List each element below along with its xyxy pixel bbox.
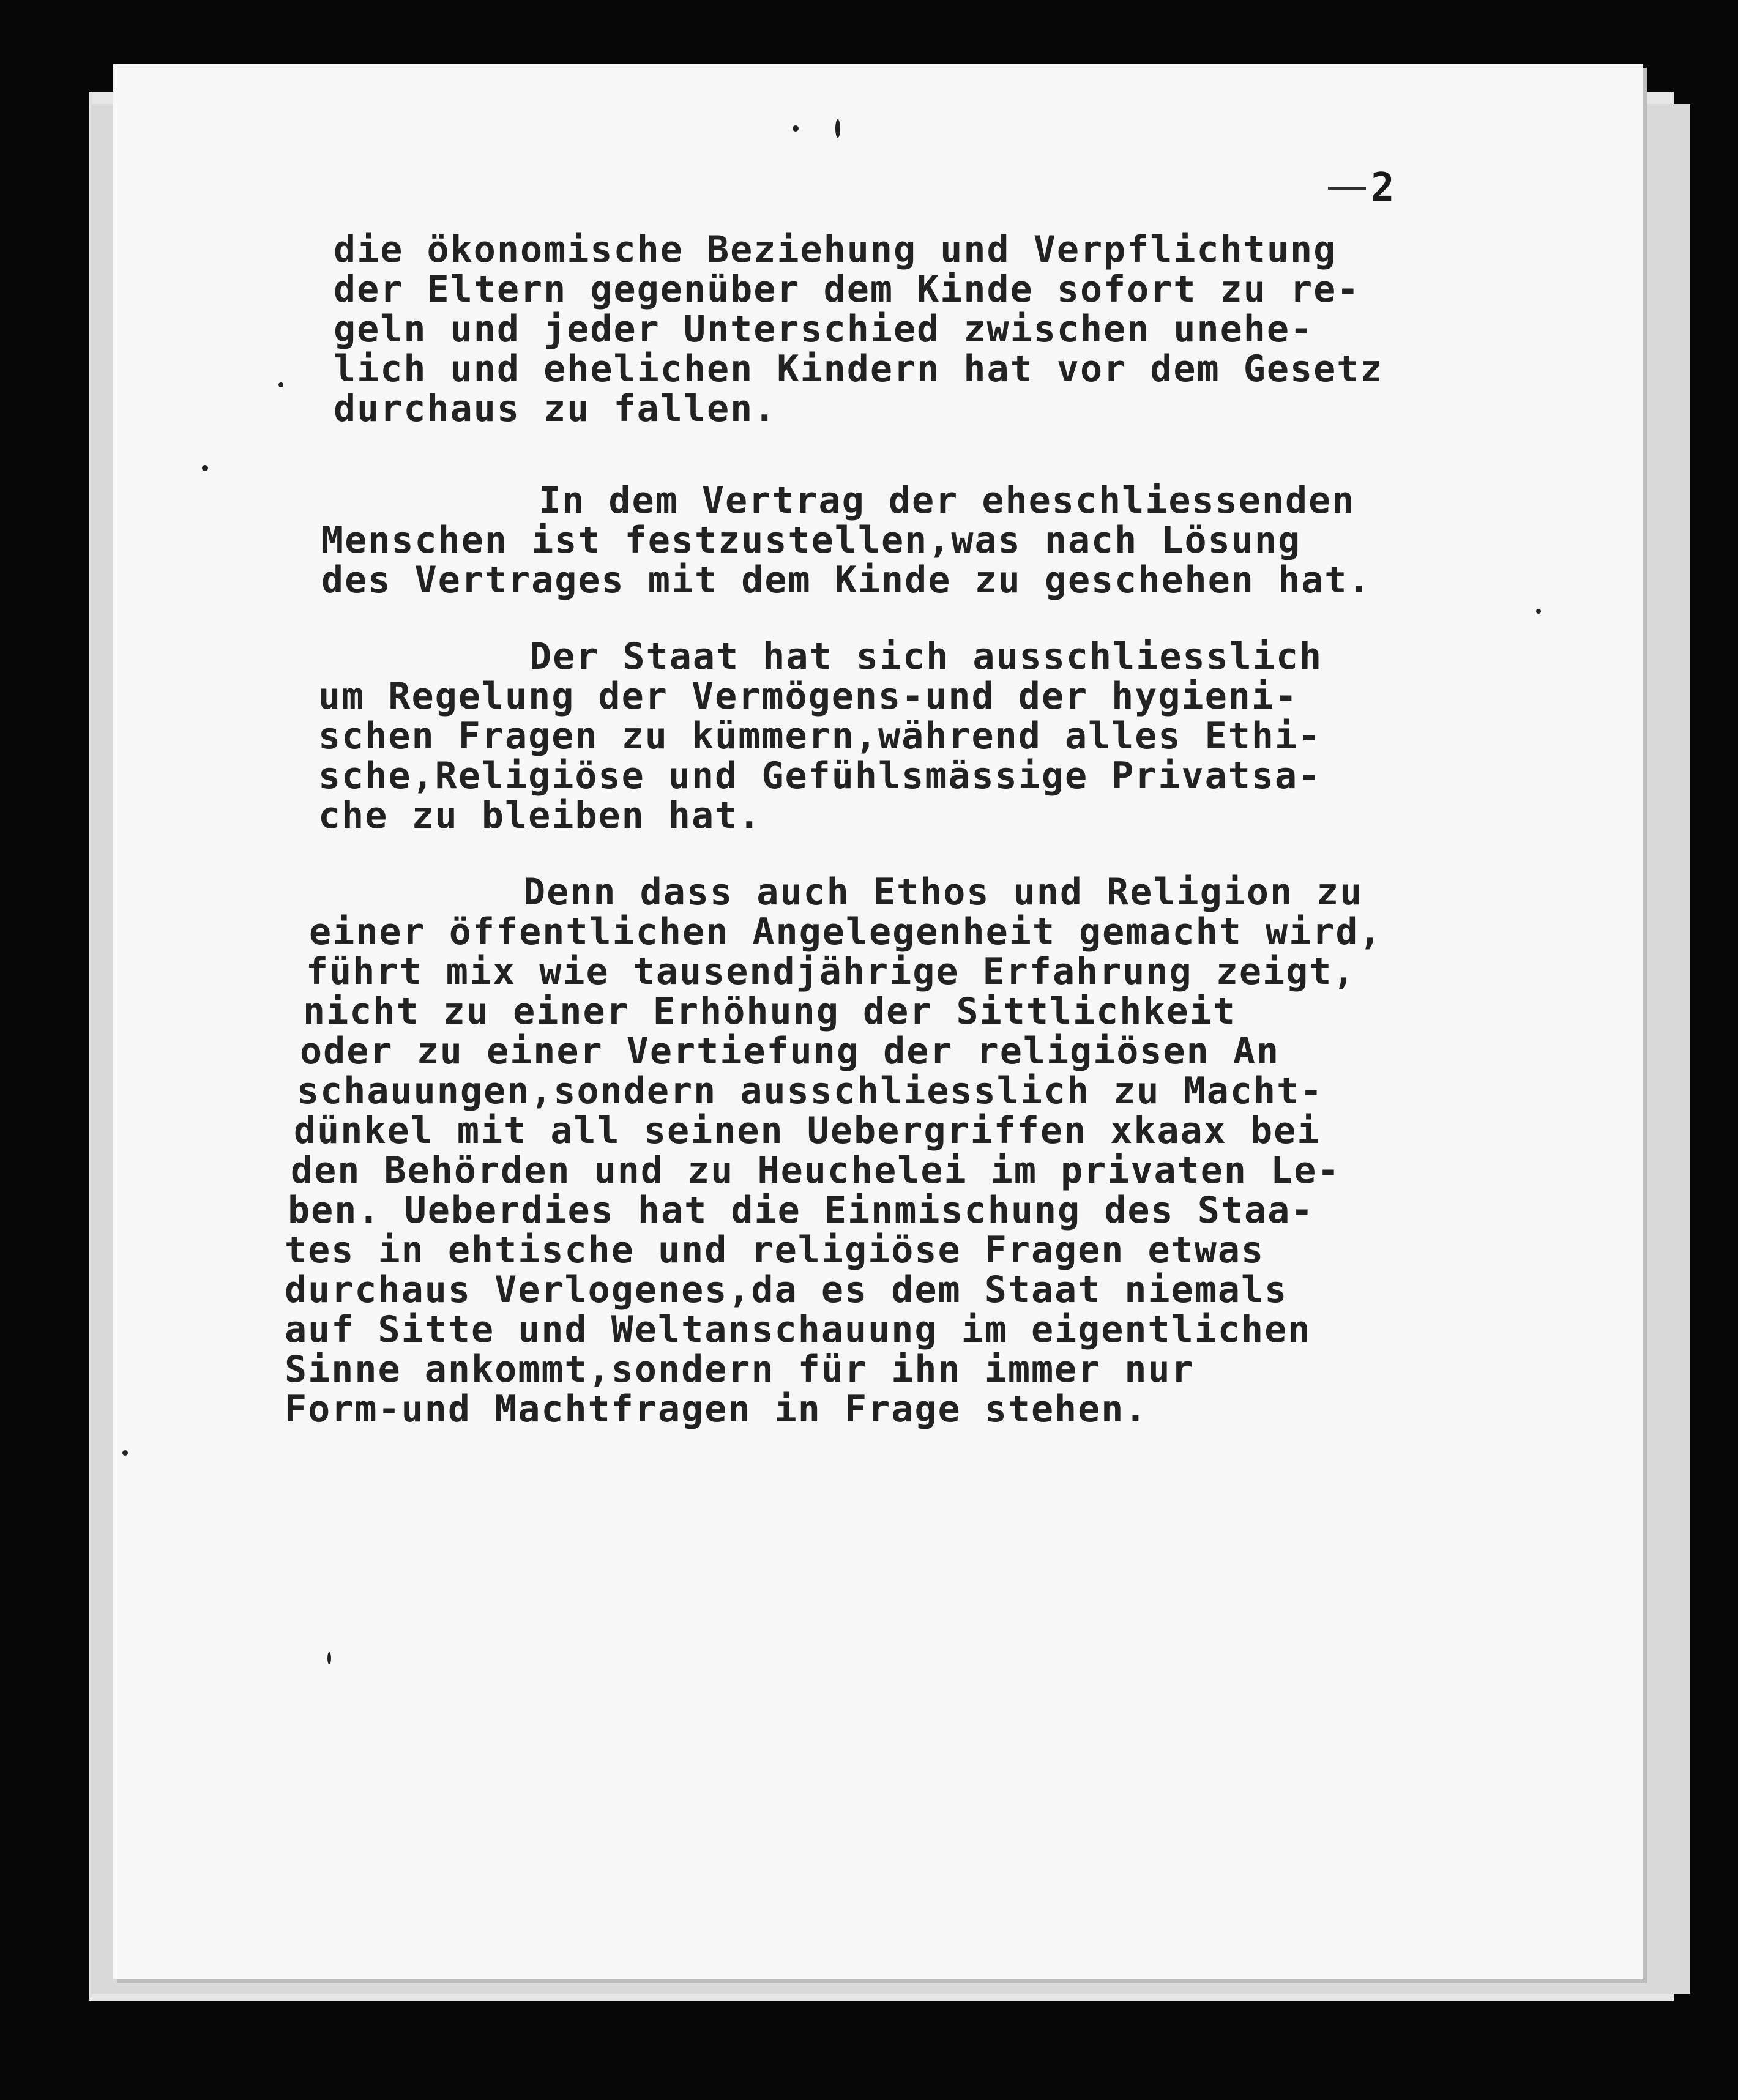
ink-speck: [1536, 609, 1541, 614]
text-line: führt mix wie tausendjährige Erfahrung zeigt,: [306, 950, 1356, 993]
text-line: Form-und Machtfragen in Frage stehen.: [285, 1388, 1148, 1431]
text-line: des Vertrages mit dem Kinde zu geschehen hat.: [321, 559, 1371, 601]
ink-speck: [202, 465, 208, 471]
page-number-dash: [1328, 187, 1366, 190]
text-line: durchaus Verlogenes,da es dem Staat niemals: [285, 1268, 1288, 1311]
text-line: lich und ehelichen Kindern hat vor dem Gesetz: [334, 348, 1384, 390]
text-line: oder zu einer Vertiefung der religiösen An: [300, 1030, 1280, 1073]
text-line: Sinne ankommt,sondern für ihn immer nur: [285, 1348, 1195, 1391]
text-line: nicht zu einer Erhöhung der Sittlichkeit: [303, 990, 1236, 1033]
ink-speck: [835, 119, 840, 138]
text-line: sche,Religiöse und Gefühlsmässige Privatsa-: [318, 754, 1322, 797]
text-line: auf Sitte und Weltanschauung im eigentlichen: [285, 1308, 1311, 1351]
page-number: 2: [1371, 165, 1395, 210]
text-line: durchaus zu fallen.: [334, 387, 777, 430]
text-line: der Eltern gegenüber dem Kinde sofort zu re-: [334, 268, 1360, 311]
text-line: Denn dass auch Ethos und Religion zu: [523, 871, 1363, 914]
ink-speck: [793, 125, 799, 132]
text-line: che zu bleiben hat.: [318, 794, 762, 837]
text-line: die ökonomische Beziehung und Verpflichtung: [334, 228, 1337, 271]
text-line: ben. Ueberdies hat die Einmischung des Staa-: [288, 1189, 1315, 1232]
text-line: dünkel mit all seinen Uebergriffen xkaax bei: [294, 1109, 1321, 1152]
text-line: um Regelung der Vermögens-und der hygieni-: [318, 675, 1299, 718]
text-line: Der Staat hat sich ausschliesslich: [529, 635, 1323, 678]
ink-speck: [122, 1450, 128, 1456]
text-line: In dem Vertrag der eheschliessenden: [539, 479, 1356, 522]
text-line: schen Fragen zu kümmern,während alles Ethi-: [318, 715, 1322, 758]
text-line: einer öffentlichen Angelegenheit gemacht wird,: [309, 910, 1382, 953]
text-line: den Behörden und zu Heuchelei im privaten Le-: [291, 1149, 1341, 1192]
text-line: tes in ehtische und religiöse Fragen etwas: [285, 1229, 1265, 1272]
text-line: schauungen,sondern ausschliesslich zu Macht-: [297, 1070, 1324, 1112]
text-line: Menschen ist festzustellen,was nach Lösung: [321, 519, 1302, 562]
text-line: geln und jeder Unterschied zwischen unehe-: [334, 308, 1314, 351]
ink-speck: [327, 1652, 331, 1664]
ink-speck: [278, 382, 283, 387]
